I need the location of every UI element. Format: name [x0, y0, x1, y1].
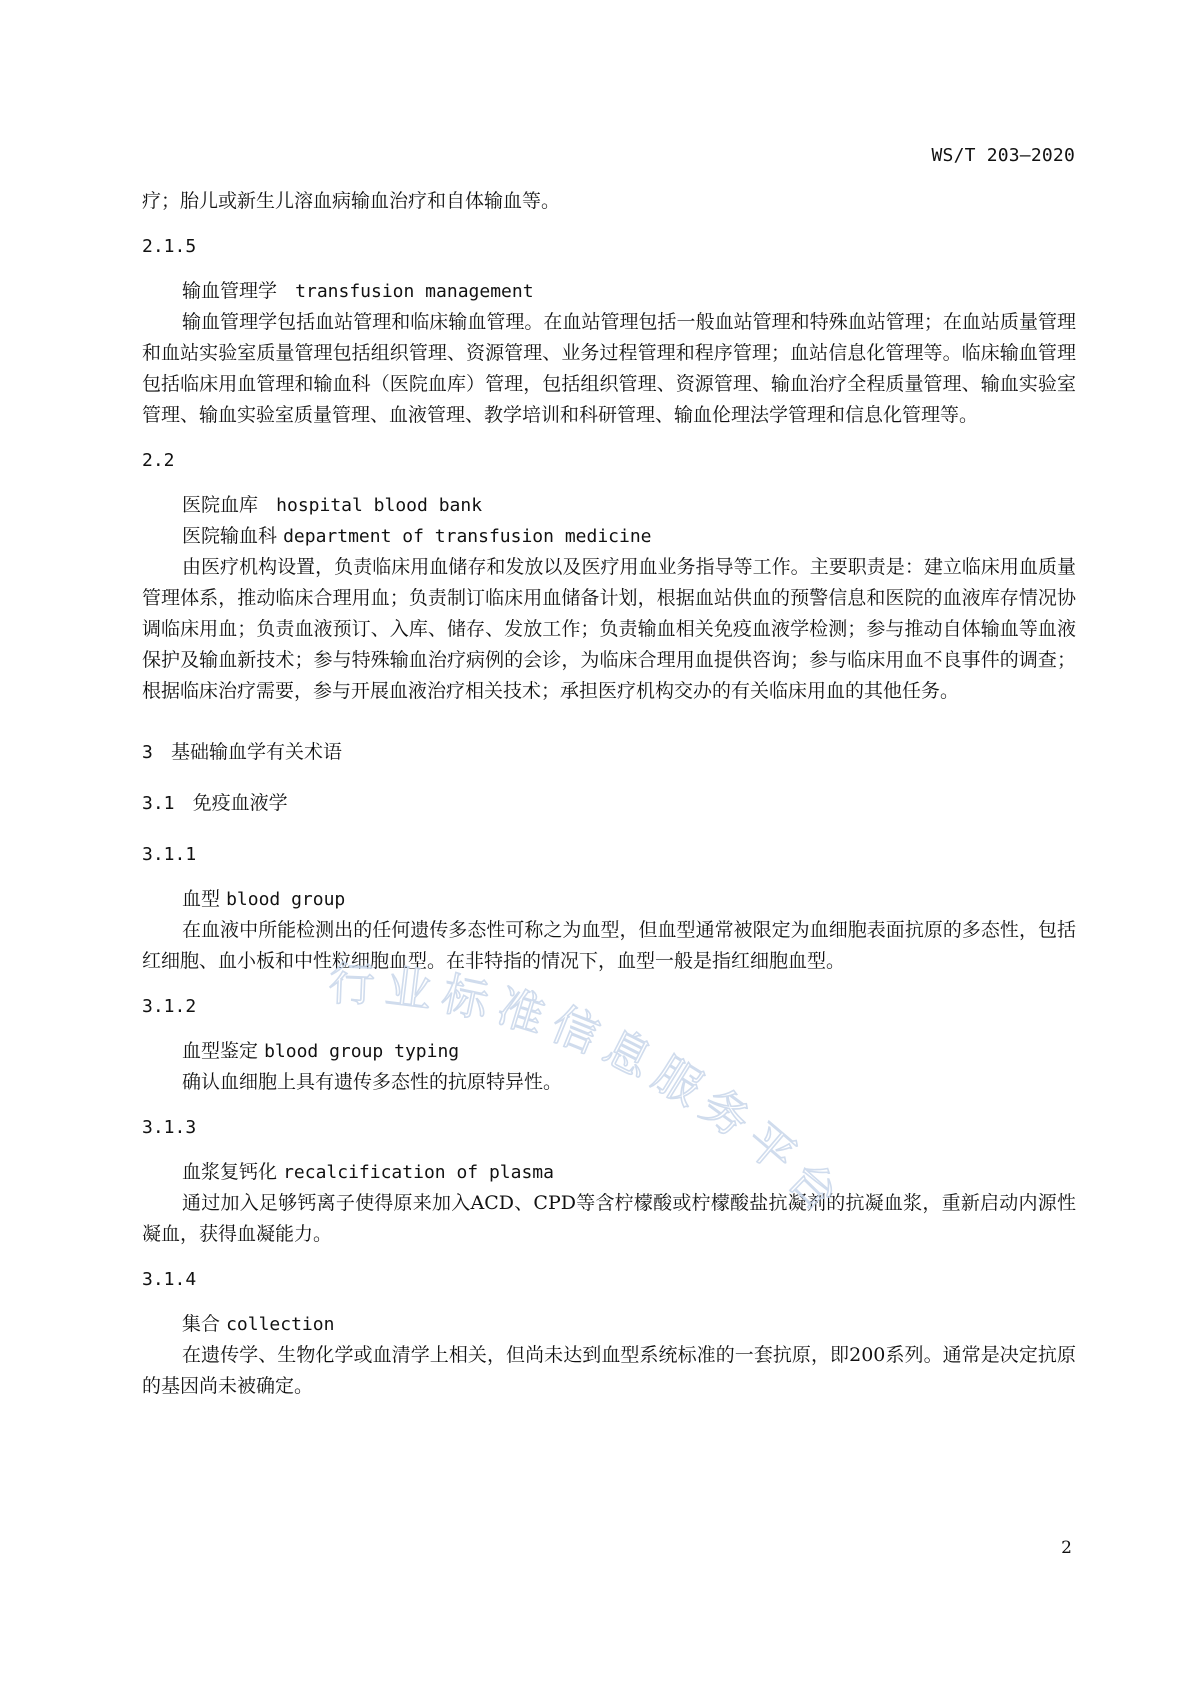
- term-entry: [142, 490, 1076, 521]
- watermark-text: 行业标准信息服务平台: [327, 956, 856, 1229]
- term-definition: 确认血细胞上具有遗传多态性的抗原特异性。: [182, 1071, 563, 1093]
- term-english: recalcification of plasma: [283, 1162, 554, 1183]
- term-definition: 由医疗机构设置，负责临床用血储存和发放以及医疗用血业务指导等工作。主要职责是：建立临床用血质量管理体系，推动临床合理用血；负责制订临床用血储备计划，根据血站供血的预警信息和医院的血液库存情况协调临床用血；负责血液预订、入库、储存、发放工作；负责输血相关免疫血液学检测；参与推动自体输血等血液保护及输血新技术；参与特殊输血治疗病例的会诊，为临床合理用血提供咨询；参与临床用血不良事件的调查；根据临床治疗需要，参与开展血液治疗相关技术；承担医疗机构交办的有关临床用血的其他任务。: [142, 556, 1076, 702]
- term-chinese: 血型鉴定: [182, 1040, 259, 1062]
- subsection-heading: [142, 788, 1076, 819]
- term-entry: [142, 521, 1076, 552]
- standard-code: WS/T 203—2020: [931, 145, 1075, 166]
- term-chinese: 集合: [182, 1313, 221, 1335]
- term-entry: [142, 1309, 1076, 1340]
- term-english: collection: [226, 1314, 335, 1335]
- continuation-text: 疗；胎儿或新生儿溶血病输血治疗和自体输血等。: [142, 190, 561, 212]
- term-chinese: 医院输血科: [182, 525, 278, 547]
- section-number: 3: [142, 742, 153, 763]
- term-english: department of transfusion medicine: [283, 526, 652, 547]
- document-body: [142, 186, 1076, 1402]
- term-entry: [142, 884, 1076, 915]
- clause-number: 3.1.1: [142, 844, 197, 865]
- term-english: hospital blood bank: [276, 495, 483, 516]
- clause-number: 3.1.3: [142, 1117, 197, 1138]
- term-chinese: 输血管理学: [182, 280, 278, 302]
- clause-number: 3.1.4: [142, 1269, 197, 1290]
- page-number: 2: [1061, 1538, 1072, 1558]
- subsection-title: 免疫血液学: [192, 792, 288, 814]
- term-chinese: 医院血库: [182, 494, 259, 516]
- term-definition: 在血液中所能检测出的任何遗传多态性可称之为血型，但血型通常被限定为血细胞表面抗原的多态性，包括红细胞、血小板和中性粒细胞血型。在非特指的情况下，血型一般是指红细胞血型。: [142, 919, 1076, 972]
- term-chinese: 血浆复钙化: [182, 1161, 278, 1183]
- term-english: blood group typing: [264, 1041, 460, 1062]
- term-entry: [142, 276, 1076, 307]
- subsection-number: 3.1: [142, 793, 175, 814]
- clause-number: 3.1.2: [142, 996, 197, 1017]
- term-entry: [142, 1036, 1076, 1067]
- clause-number: 2.1.5: [142, 236, 197, 257]
- term-definition: 通过加入足够钙离子使得原来加入ACD、CPD等含柠檬酸或柠檬酸盐抗凝剂的抗凝血浆，重新启动内源性凝血，获得血凝能力。: [142, 1192, 1076, 1245]
- term-english: transfusion management: [295, 281, 534, 302]
- term-definition: 在遗传学、生物化学或血清学上相关，但尚未达到血型系统标准的一套抗原，即200系列。通常是决定抗原的基因尚未被确定。: [142, 1344, 1076, 1397]
- term-entry: [142, 1157, 1076, 1188]
- term-english: blood group: [226, 889, 346, 910]
- clause-number: 2.2: [142, 450, 175, 471]
- section-title: 基础输血学有关术语: [170, 741, 342, 763]
- section-heading: [142, 737, 1076, 768]
- term-chinese: 血型: [182, 888, 221, 910]
- term-definition: 输血管理学包括血站管理和临床输血管理。在血站管理包括一般血站管理和特殊血站管理；在血站质量管理和血站实验室质量管理包括组织管理、资源管理、业务过程管理和程序管理；血站信息化管理等。临床输血管理包括临床用血管理和输血科（医院血库）管理，包括组织管理、资源管理、输血治疗全程质量管理、输血实验室管理、输血实验室质量管理、血液管理、教学培训和科研管理、输血伦理法学管理和信息化管理等。: [142, 311, 1076, 426]
